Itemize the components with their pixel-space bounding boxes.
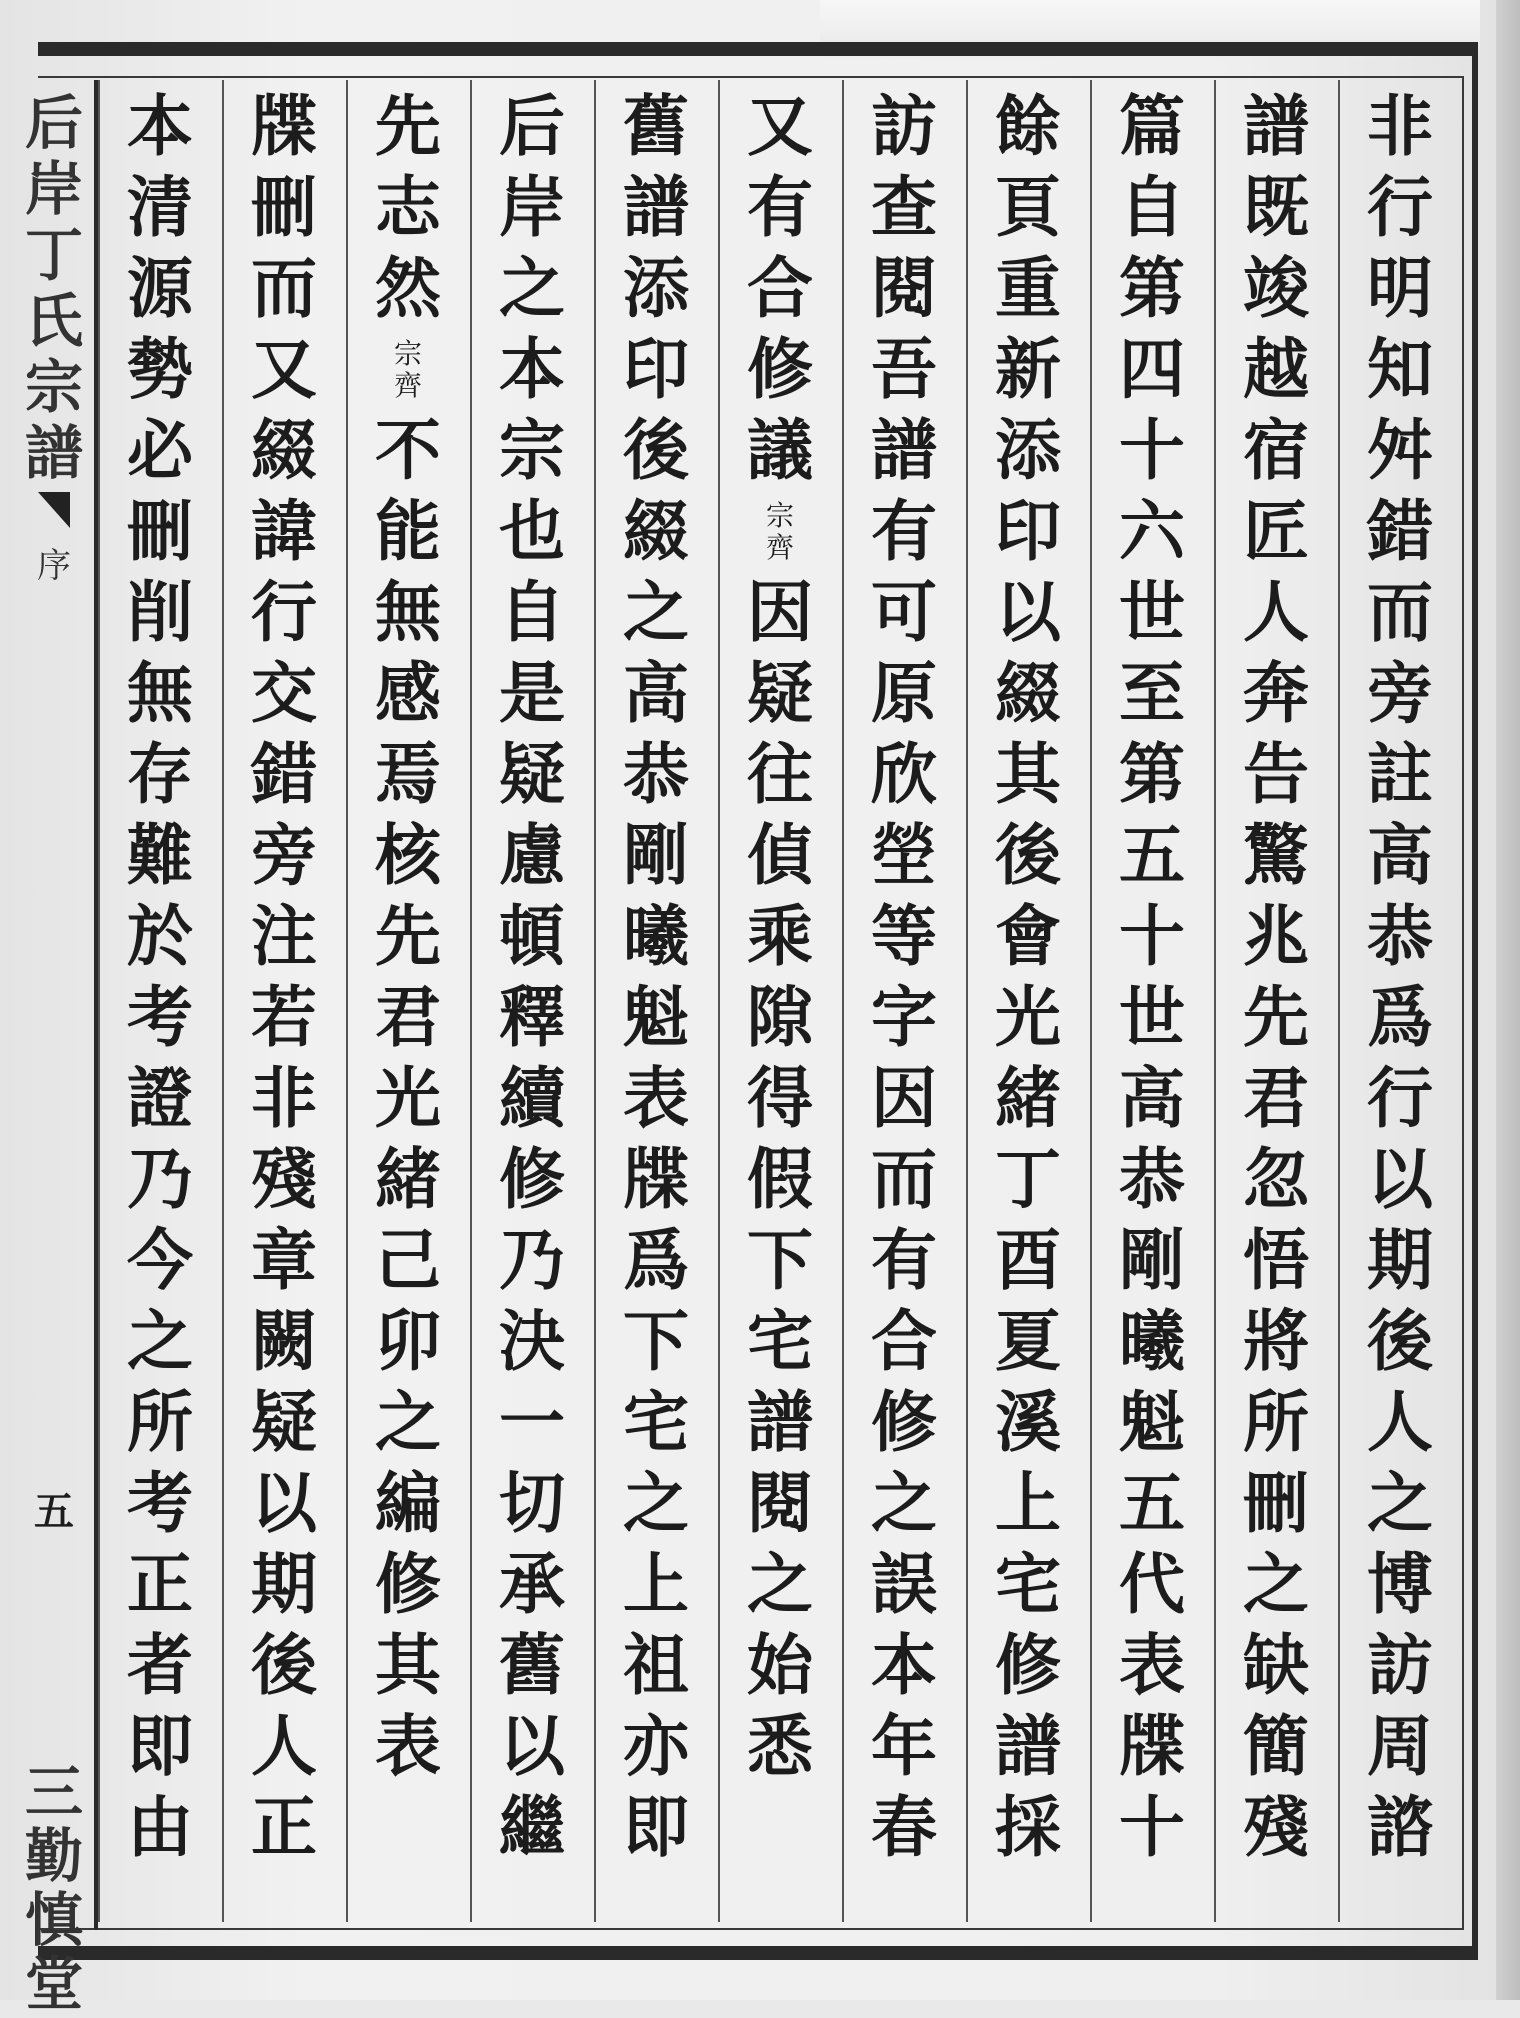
text-char: 刪 bbox=[1243, 1464, 1309, 1542]
text-char: 合 bbox=[871, 1302, 937, 1380]
text-char: 綴 bbox=[251, 411, 317, 489]
text-char: 而 bbox=[251, 249, 317, 327]
text-column bbox=[842, 86, 966, 1916]
text-char: 感 bbox=[375, 654, 441, 732]
text-char: 訪 bbox=[1367, 1626, 1433, 1704]
text-char: 字 bbox=[871, 978, 937, 1056]
text-char: 於 bbox=[127, 897, 193, 975]
text-char: 第 bbox=[1119, 249, 1185, 327]
note-char: 齊 bbox=[765, 530, 794, 564]
text-char: 剛 bbox=[1119, 1221, 1185, 1299]
text-char: 之 bbox=[871, 1464, 937, 1542]
text-char: 魁 bbox=[623, 978, 689, 1056]
text-char: 溪 bbox=[995, 1383, 1061, 1461]
text-char: 之 bbox=[499, 249, 565, 327]
text-char: 譜 bbox=[623, 168, 689, 246]
text-char: 章 bbox=[251, 1221, 317, 1299]
text-char: 又 bbox=[251, 330, 317, 408]
text-char: 原 bbox=[871, 654, 937, 732]
text-char: 爲 bbox=[1367, 978, 1433, 1056]
text-char: 諱 bbox=[251, 492, 317, 570]
text-char: 印 bbox=[995, 492, 1061, 570]
text-char: 因 bbox=[871, 1059, 937, 1137]
text-char: 得 bbox=[747, 1059, 813, 1137]
text-char: 后 bbox=[499, 87, 565, 165]
text-char: 重 bbox=[995, 249, 1061, 327]
text-char: 光 bbox=[995, 978, 1061, 1056]
text-char: 人 bbox=[251, 1707, 317, 1785]
text-char: 譜 bbox=[995, 1707, 1061, 1785]
text-char: 志 bbox=[375, 168, 441, 246]
text-char: 岸 bbox=[499, 168, 565, 246]
text-char: 頁 bbox=[995, 168, 1061, 246]
text-char: 君 bbox=[375, 978, 441, 1056]
text-char: 高 bbox=[623, 654, 689, 732]
text-char: 十 bbox=[1119, 1788, 1185, 1866]
text-char: 始 bbox=[747, 1626, 813, 1704]
text-char: 第 bbox=[1119, 735, 1185, 813]
text-char: 存 bbox=[127, 735, 193, 813]
text-char: 考 bbox=[127, 1464, 193, 1542]
text-char: 將 bbox=[1243, 1302, 1309, 1380]
text-char: 兆 bbox=[1243, 897, 1309, 975]
text-char: 簡 bbox=[1243, 1707, 1309, 1785]
text-char: 者 bbox=[127, 1626, 193, 1704]
text-char: 乘 bbox=[747, 897, 813, 975]
text-column bbox=[1090, 86, 1214, 1916]
interlinear-note bbox=[766, 491, 794, 572]
text-char: 以 bbox=[499, 1707, 565, 1785]
text-char: 而 bbox=[1367, 573, 1433, 651]
text-char: 丁 bbox=[995, 1140, 1061, 1218]
text-char: 譜 bbox=[747, 1383, 813, 1461]
text-char: 又 bbox=[747, 87, 813, 165]
text-column bbox=[594, 86, 718, 1916]
text-char: 春 bbox=[871, 1788, 937, 1866]
title-char: 岸 bbox=[24, 155, 83, 223]
text-char: 越 bbox=[1243, 330, 1309, 408]
text-char: 因 bbox=[747, 573, 813, 651]
text-char: 合 bbox=[747, 249, 813, 327]
text-char: 悉 bbox=[747, 1707, 813, 1785]
text-char: 宅 bbox=[995, 1545, 1061, 1623]
text-char: 即 bbox=[127, 1707, 193, 1785]
text-column bbox=[222, 86, 346, 1916]
text-char: 清 bbox=[127, 168, 193, 246]
text-char: 正 bbox=[127, 1545, 193, 1623]
text-char: 人 bbox=[1243, 573, 1309, 651]
text-char: 本 bbox=[127, 87, 193, 165]
note-char: 宗 bbox=[393, 336, 422, 370]
text-char: 宅 bbox=[623, 1383, 689, 1461]
text-char: 下 bbox=[747, 1221, 813, 1299]
text-char: 恭 bbox=[623, 735, 689, 813]
text-char: 註 bbox=[1367, 735, 1433, 813]
text-char: 表 bbox=[623, 1059, 689, 1137]
text-char: 卯 bbox=[375, 1302, 441, 1380]
text-char: 上 bbox=[995, 1464, 1061, 1542]
text-char: 十 bbox=[1119, 411, 1185, 489]
hall-name bbox=[25, 1760, 83, 2016]
text-char: 後 bbox=[251, 1626, 317, 1704]
text-char: 後 bbox=[995, 816, 1061, 894]
fishtail-mark-icon bbox=[38, 492, 70, 528]
text-char: 以 bbox=[1367, 1140, 1433, 1218]
text-char: 十 bbox=[1119, 897, 1185, 975]
page-number: 五 bbox=[34, 1488, 74, 1535]
text-char: 欣 bbox=[871, 735, 937, 813]
text-char: 舛 bbox=[1367, 411, 1433, 489]
text-char: 議 bbox=[747, 411, 813, 489]
text-char: 即 bbox=[623, 1788, 689, 1866]
text-char: 非 bbox=[1367, 87, 1433, 165]
text-char: 亦 bbox=[623, 1707, 689, 1785]
text-char: 先 bbox=[375, 897, 441, 975]
text-char: 修 bbox=[871, 1383, 937, 1461]
text-char: 表 bbox=[1119, 1626, 1185, 1704]
text-char: 上 bbox=[623, 1545, 689, 1623]
text-char: 由 bbox=[127, 1788, 193, 1866]
text-column bbox=[718, 86, 842, 1916]
text-char: 吾 bbox=[871, 330, 937, 408]
text-char: 修 bbox=[747, 330, 813, 408]
text-char: 驚 bbox=[1243, 816, 1309, 894]
text-char: 竣 bbox=[1243, 249, 1309, 327]
text-char: 先 bbox=[375, 87, 441, 165]
text-char: 高 bbox=[1119, 1059, 1185, 1137]
text-char: 削 bbox=[127, 573, 193, 651]
text-char: 曦 bbox=[1119, 1302, 1185, 1380]
text-char: 譜 bbox=[1243, 87, 1309, 165]
text-column bbox=[966, 86, 1090, 1916]
text-char: 下 bbox=[623, 1302, 689, 1380]
text-char: 承 bbox=[499, 1545, 565, 1623]
text-char: 訪 bbox=[871, 87, 937, 165]
text-char: 編 bbox=[375, 1464, 441, 1542]
text-char: 頓 bbox=[499, 897, 565, 975]
text-char: 會 bbox=[995, 897, 1061, 975]
text-char: 源 bbox=[127, 249, 193, 327]
text-char: 無 bbox=[375, 573, 441, 651]
text-char: 酉 bbox=[995, 1221, 1061, 1299]
text-char: 疑 bbox=[499, 735, 565, 813]
text-char: 宿 bbox=[1243, 411, 1309, 489]
text-char: 塋 bbox=[871, 816, 937, 894]
text-char: 刪 bbox=[251, 168, 317, 246]
page-binding-edge bbox=[1496, 0, 1520, 2000]
margin-column bbox=[14, 80, 98, 2018]
text-char: 以 bbox=[251, 1464, 317, 1542]
text-char: 新 bbox=[995, 330, 1061, 408]
text-char: 必 bbox=[127, 411, 193, 489]
text-char: 緒 bbox=[995, 1059, 1061, 1137]
text-char: 綴 bbox=[623, 492, 689, 570]
text-char: 正 bbox=[251, 1788, 317, 1866]
text-char: 其 bbox=[375, 1626, 441, 1704]
text-char: 錯 bbox=[251, 735, 317, 813]
text-char: 自 bbox=[1119, 168, 1185, 246]
text-char: 難 bbox=[127, 816, 193, 894]
text-char: 緒 bbox=[375, 1140, 441, 1218]
text-char: 考 bbox=[127, 978, 193, 1056]
text-char: 五 bbox=[1119, 1464, 1185, 1542]
hall-char: 勤 bbox=[24, 1822, 83, 1890]
text-char: 之 bbox=[1367, 1464, 1433, 1542]
text-char: 慮 bbox=[499, 816, 565, 894]
text-char: 表 bbox=[375, 1707, 441, 1785]
text-char: 之 bbox=[127, 1302, 193, 1380]
text-char: 至 bbox=[1119, 654, 1185, 732]
text-char: 切 bbox=[499, 1464, 565, 1542]
text-char: 往 bbox=[747, 735, 813, 813]
text-char: 也 bbox=[499, 492, 565, 570]
text-char: 世 bbox=[1119, 573, 1185, 651]
text-char: 修 bbox=[995, 1626, 1061, 1704]
title-char: 丁 bbox=[24, 221, 83, 289]
text-char: 一 bbox=[499, 1383, 565, 1461]
text-char: 之 bbox=[623, 573, 689, 651]
text-char: 然 bbox=[375, 249, 441, 327]
text-char: 光 bbox=[375, 1059, 441, 1137]
text-char: 祖 bbox=[623, 1626, 689, 1704]
text-char: 旁 bbox=[251, 816, 317, 894]
text-char: 查 bbox=[871, 168, 937, 246]
text-column bbox=[1214, 86, 1338, 1916]
title-char: 氏 bbox=[24, 287, 83, 355]
text-char: 有 bbox=[871, 1221, 937, 1299]
text-char: 殘 bbox=[251, 1140, 317, 1218]
book-title bbox=[25, 90, 83, 486]
text-char: 隙 bbox=[747, 978, 813, 1056]
text-char: 自 bbox=[499, 573, 565, 651]
text-char: 勢 bbox=[127, 330, 193, 408]
text-char: 餘 bbox=[995, 87, 1061, 165]
text-char: 爲 bbox=[623, 1221, 689, 1299]
text-char: 乃 bbox=[127, 1140, 193, 1218]
text-char: 決 bbox=[499, 1302, 565, 1380]
column-rule bbox=[98, 80, 100, 1922]
text-char: 行 bbox=[1367, 1059, 1433, 1137]
text-char: 之 bbox=[747, 1545, 813, 1623]
text-char: 之 bbox=[1243, 1545, 1309, 1623]
text-char: 殘 bbox=[1243, 1788, 1309, 1866]
text-char: 今 bbox=[127, 1221, 193, 1299]
hall-char: 慎 bbox=[24, 1886, 83, 1954]
text-char: 綴 bbox=[995, 654, 1061, 732]
text-char: 行 bbox=[1367, 168, 1433, 246]
text-char: 牒 bbox=[251, 87, 317, 165]
section-label: 序 bbox=[37, 546, 71, 586]
title-char: 譜 bbox=[24, 419, 83, 487]
text-char: 高 bbox=[1367, 816, 1433, 894]
text-char: 恭 bbox=[1119, 1140, 1185, 1218]
text-char: 本 bbox=[871, 1626, 937, 1704]
text-column bbox=[470, 86, 594, 1916]
text-char: 牒 bbox=[1119, 1707, 1185, 1785]
text-char: 既 bbox=[1243, 168, 1309, 246]
text-char: 諮 bbox=[1367, 1788, 1433, 1866]
text-char: 旁 bbox=[1367, 654, 1433, 732]
text-char: 閱 bbox=[871, 249, 937, 327]
text-char: 可 bbox=[871, 573, 937, 651]
text-char: 人 bbox=[1367, 1383, 1433, 1461]
text-char: 年 bbox=[871, 1707, 937, 1785]
text-char: 五 bbox=[1119, 816, 1185, 894]
text-char: 先 bbox=[1243, 978, 1309, 1056]
text-char: 忽 bbox=[1243, 1140, 1309, 1218]
text-char: 注 bbox=[251, 897, 317, 975]
text-char: 假 bbox=[747, 1140, 813, 1218]
text-char: 夏 bbox=[995, 1302, 1061, 1380]
text-char: 奔 bbox=[1243, 654, 1309, 732]
hall-char: 三 bbox=[24, 1758, 83, 1826]
interlinear-note bbox=[394, 329, 422, 410]
text-column bbox=[98, 86, 222, 1916]
text-char: 有 bbox=[747, 168, 813, 246]
text-column bbox=[346, 86, 470, 1916]
note-char: 宗 bbox=[765, 498, 794, 532]
text-char: 繼 bbox=[499, 1788, 565, 1866]
text-char: 悟 bbox=[1243, 1221, 1309, 1299]
text-char: 魁 bbox=[1119, 1383, 1185, 1461]
text-char: 釋 bbox=[499, 978, 565, 1056]
text-char: 之 bbox=[375, 1383, 441, 1461]
text-char: 譜 bbox=[871, 411, 937, 489]
text-char: 行 bbox=[251, 573, 317, 651]
text-char: 明 bbox=[1367, 249, 1433, 327]
text-char: 修 bbox=[375, 1545, 441, 1623]
text-char: 其 bbox=[995, 735, 1061, 813]
text-char: 偵 bbox=[747, 816, 813, 894]
text-char: 證 bbox=[127, 1059, 193, 1137]
text-char: 剛 bbox=[623, 816, 689, 894]
text-char: 印 bbox=[623, 330, 689, 408]
text-char: 期 bbox=[1367, 1221, 1433, 1299]
text-char: 後 bbox=[1367, 1302, 1433, 1380]
text-char: 篇 bbox=[1119, 87, 1185, 165]
text-char: 非 bbox=[251, 1059, 317, 1137]
text-char: 無 bbox=[127, 654, 193, 732]
text-char: 交 bbox=[251, 654, 317, 732]
text-char: 匠 bbox=[1243, 492, 1309, 570]
text-char: 是 bbox=[499, 654, 565, 732]
text-char: 疑 bbox=[747, 654, 813, 732]
text-char: 刪 bbox=[127, 492, 193, 570]
text-char: 缺 bbox=[1243, 1626, 1309, 1704]
text-char: 焉 bbox=[375, 735, 441, 813]
text-char: 四 bbox=[1119, 330, 1185, 408]
text-char: 修 bbox=[499, 1140, 565, 1218]
text-char: 君 bbox=[1243, 1059, 1309, 1137]
text-char: 核 bbox=[375, 816, 441, 894]
text-char: 能 bbox=[375, 492, 441, 570]
text-char: 乃 bbox=[499, 1221, 565, 1299]
text-char: 世 bbox=[1119, 978, 1185, 1056]
text-char: 採 bbox=[995, 1788, 1061, 1866]
text-char: 添 bbox=[623, 249, 689, 327]
text-char: 曦 bbox=[623, 897, 689, 975]
text-char: 後 bbox=[623, 411, 689, 489]
text-char: 續 bbox=[499, 1059, 565, 1137]
text-char: 己 bbox=[375, 1221, 441, 1299]
text-char: 所 bbox=[1243, 1383, 1309, 1461]
title-char: 宗 bbox=[24, 353, 83, 421]
text-char: 以 bbox=[995, 573, 1061, 651]
text-char: 代 bbox=[1119, 1545, 1185, 1623]
text-char: 若 bbox=[251, 978, 317, 1056]
text-char: 舊 bbox=[623, 87, 689, 165]
text-char: 閱 bbox=[747, 1464, 813, 1542]
text-char: 知 bbox=[1367, 330, 1433, 408]
text-char: 等 bbox=[871, 897, 937, 975]
text-char: 恭 bbox=[1367, 897, 1433, 975]
text-char: 有 bbox=[871, 492, 937, 570]
text-char: 而 bbox=[871, 1140, 937, 1218]
hall-char: 堂 bbox=[24, 1950, 83, 2018]
text-char: 不 bbox=[375, 411, 441, 489]
text-char: 闕 bbox=[251, 1302, 317, 1380]
text-char: 添 bbox=[995, 411, 1061, 489]
text-char: 宅 bbox=[747, 1302, 813, 1380]
text-char: 告 bbox=[1243, 735, 1309, 813]
text-char: 之 bbox=[623, 1464, 689, 1542]
title-char: 后 bbox=[24, 89, 83, 157]
text-char: 所 bbox=[127, 1383, 193, 1461]
text-char: 疑 bbox=[251, 1383, 317, 1461]
text-char: 牒 bbox=[623, 1140, 689, 1218]
text-char: 六 bbox=[1119, 492, 1185, 570]
text-column bbox=[1338, 86, 1462, 1916]
text-char: 誤 bbox=[871, 1545, 937, 1623]
text-char: 周 bbox=[1367, 1707, 1433, 1785]
text-char: 錯 bbox=[1367, 492, 1433, 570]
text-char: 本 bbox=[499, 330, 565, 408]
text-char: 期 bbox=[251, 1545, 317, 1623]
text-char: 舊 bbox=[499, 1626, 565, 1704]
text-char: 博 bbox=[1367, 1545, 1433, 1623]
text-char: 宗 bbox=[499, 411, 565, 489]
note-char: 齊 bbox=[393, 368, 422, 402]
